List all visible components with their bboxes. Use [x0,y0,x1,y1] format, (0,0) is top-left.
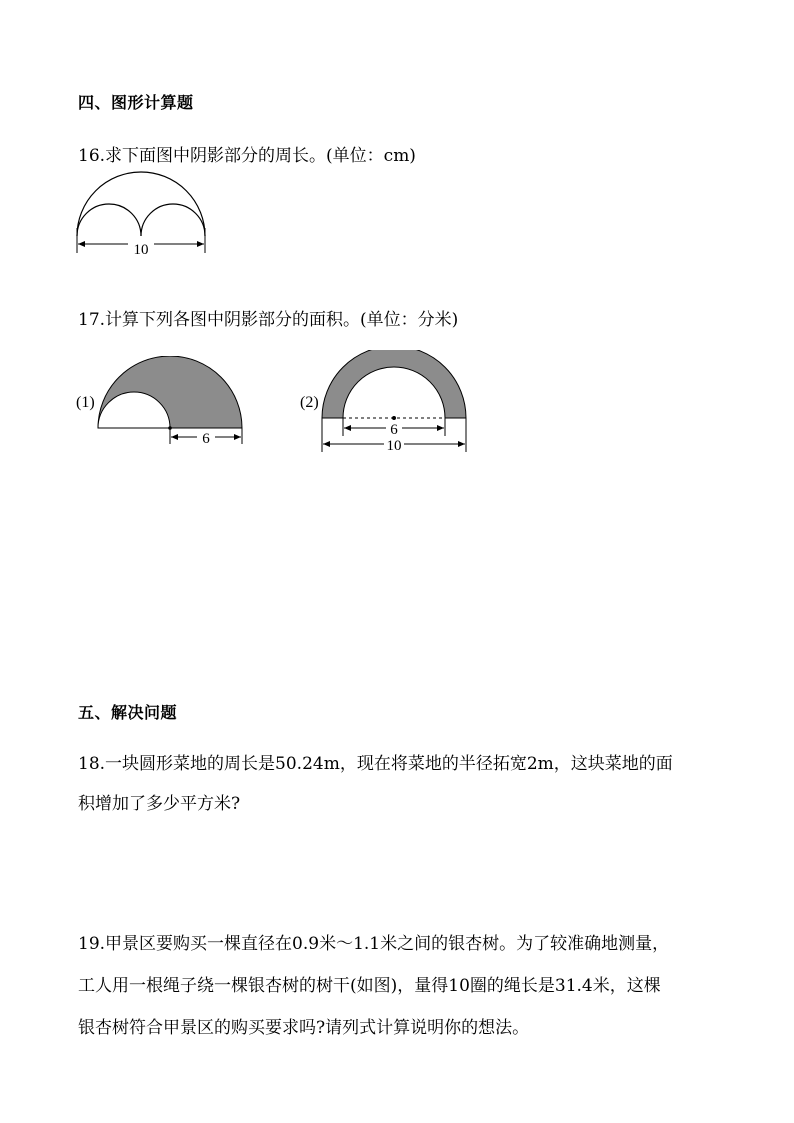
dimension-label-6: 6 [202,431,210,447]
inner-arrowhead-right [437,425,444,431]
inner-dimension-label-6: 6 [390,422,398,438]
dimension-label-10: 10 [133,242,149,258]
small-semicircle-right [141,204,205,236]
figure-16 [70,168,220,260]
outer-arrowhead-left [323,441,330,447]
arrowhead-right [197,241,204,247]
figure-17-1 [92,356,252,452]
small-semicircle-left [77,204,141,236]
figure-17-2 [316,350,476,456]
shaded-semi-annulus [322,350,466,418]
arrowhead-left [171,434,178,440]
figure-17-1-label: (1) [76,394,95,411]
question-17-text: 17.计算下列各图中阴影部分的面积。(单位：分米) [78,310,459,330]
question-19-line-3: 银杏树符合甲景区的购买要求吗?请列式计算说明你的想法。 [78,1018,530,1038]
outer-arrowhead-right [458,441,465,447]
arrowhead-left [78,241,85,247]
section-5-title: 五、解决问题 [78,703,178,722]
question-18-line-1: 18.一块圆形菜地的周长是50.24m，现在将菜地的半径拓宽2m，这块菜地的面 [78,754,673,774]
question-16-text: 16.求下面图中阴影部分的周长。(单位：cm) [78,146,416,166]
inner-arrowhead-left [344,425,351,431]
outer-dimension-label-10: 10 [386,438,402,454]
question-19-line-2: 工人用一根绳子绕一棵银杏树的树干(如图)，量得10圈的绳长是31.4米，这棵 [78,976,661,996]
section-4-title: 四、图形计算题 [78,93,194,112]
center-dot [392,416,396,420]
question-18-line-2: 积增加了多少平方米? [78,794,241,814]
figure-17-2-label: (2) [300,394,319,411]
large-semicircle [77,172,205,236]
arrowhead-right [234,434,241,440]
question-19-line-1: 19.甲景区要购买一棵直径在0.9米～1.1米之间的银杏树。为了较准确地测量， [78,934,670,954]
